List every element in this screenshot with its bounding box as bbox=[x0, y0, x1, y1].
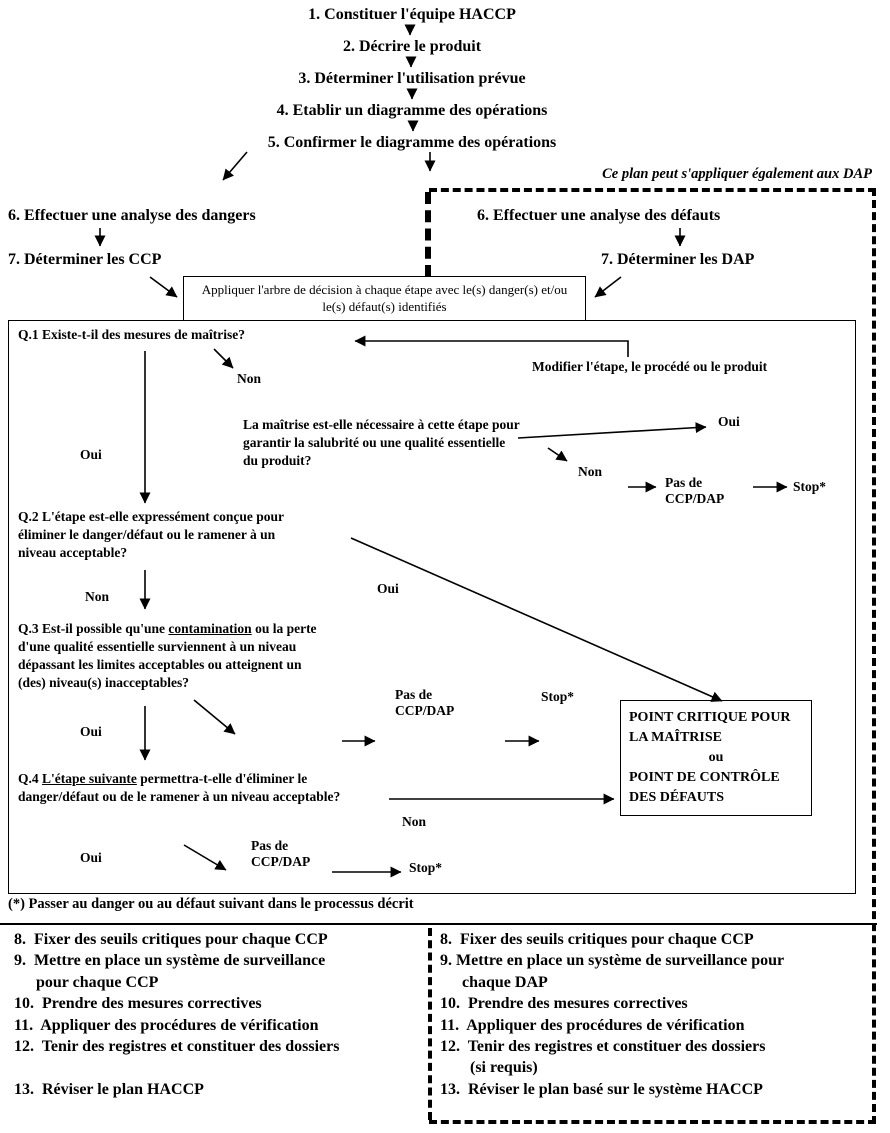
pas-de-text: Pas de bbox=[665, 475, 703, 490]
dap-plan-steps bbox=[440, 929, 872, 1100]
plan-line bbox=[14, 1057, 428, 1078]
decision-tree-intro-box: Appliquer l'arbre de décision à chaque étape avec le(s) danger(s) et/ou le(s) défaut(s) identifiés bbox=[183, 276, 586, 321]
critical-point-line-1: POINT CRITIQUE POUR LA MAÎTRISE bbox=[629, 710, 791, 745]
pas-de-ccp-dap-label-1 bbox=[665, 475, 724, 507]
plan-line: (si requis) bbox=[470, 1059, 538, 1077]
q2-non-label: Non bbox=[85, 589, 110, 604]
modify-step-label: Modifier l'étape, le procédé ou le produit bbox=[532, 359, 768, 374]
stop-label-2: Stop* bbox=[541, 689, 575, 704]
q4-non-label: Non bbox=[402, 814, 427, 829]
plan-line: 13. Réviser le plan HACCP bbox=[14, 1080, 204, 1098]
step-1: 1. Constituer l'équipe HACCP bbox=[308, 6, 516, 23]
q2-oui-label: Oui bbox=[377, 581, 399, 596]
bottom-separator-line bbox=[0, 923, 877, 925]
plan-line: 12. Tenir des registres et constituer des dossiers bbox=[440, 1037, 766, 1055]
pas-de-ccp-dap-label-2 bbox=[395, 687, 454, 719]
necessity-non-label: Non bbox=[578, 464, 603, 479]
q3-underlined: contamination bbox=[168, 621, 252, 636]
q4-oui-label: Oui bbox=[80, 850, 102, 865]
step-5: 5. Confirmer le diagramme des opérations bbox=[267, 134, 557, 151]
step-6-hazards: 6. Effectuer une analyse des dangers bbox=[8, 207, 256, 224]
q4-prefix: Q.4 bbox=[18, 771, 43, 786]
necessity-question: La maîtrise est-elle nécessaire à cette étape pour garantir la salubrité ou une qualité essentielle du produit? bbox=[243, 417, 520, 468]
question-2: Q.2 L'étape est-elle expressément conçue pour éliminer le danger/défaut ou le ramener à un niveau acceptable? bbox=[18, 509, 284, 560]
pas-de-ccp-dap-label-3 bbox=[251, 838, 310, 870]
question-3 bbox=[18, 620, 323, 692]
q1-oui-label: Oui bbox=[80, 447, 102, 462]
question-4 bbox=[18, 770, 353, 806]
necessity-oui-label: Oui bbox=[718, 414, 740, 429]
plan-line: 13. Réviser le plan basé sur le système HACCP bbox=[440, 1080, 763, 1098]
q3-suffix: ou la perte d'une qualité essentielle surviennent à un niveau dépassant les limites acceptables ou atteignent un (des) niveau(s) inacceptables? bbox=[18, 621, 317, 690]
q1-non-label: Non bbox=[237, 371, 262, 386]
q3-oui-label: Oui bbox=[80, 724, 102, 739]
stop-label-3: Stop* bbox=[409, 860, 443, 875]
q4-suffix: permettra-t-elle d'éliminer le danger/défaut ou de le ramener à un niveau acceptable? bbox=[18, 771, 341, 804]
critical-point-ou: ou bbox=[708, 750, 724, 765]
ccp-dap-text: CCP/DAP bbox=[665, 491, 725, 506]
plan-line: chaque DAP bbox=[462, 973, 548, 991]
plan-line: pour chaque CCP bbox=[36, 973, 159, 991]
plan-line: 10. Prendre des mesures correctives bbox=[440, 995, 688, 1013]
plan-line: 9. Mettre en place un système de surveillance bbox=[14, 952, 326, 970]
step-6-defects: 6. Effectuer une analyse des défauts bbox=[477, 207, 721, 224]
step-2: 2. Décrire le produit bbox=[342, 38, 482, 55]
pas-de-text: Pas de bbox=[395, 687, 433, 702]
stop-footnote: (*) Passer au danger ou au défaut suivant dans le processus décrit bbox=[8, 896, 414, 912]
step-7-ccp: 7. Déterminer les CCP bbox=[8, 251, 162, 268]
plan-line: 12. Tenir des registres et constituer des dossiers bbox=[14, 1037, 340, 1055]
plan-line: 11. Appliquer des procédures de vérification bbox=[440, 1016, 745, 1034]
question-1: Q.1 Existe-t-il des mesures de maîtrise? bbox=[18, 327, 245, 342]
step-3: 3. Déterminer l'utilisation prévue bbox=[298, 70, 526, 87]
q3-prefix: Q.3 Est-il possible qu'une bbox=[18, 621, 169, 636]
q4-underlined: L'étape suivante bbox=[42, 771, 137, 786]
plan-line: 8. Fixer des seuils critiques pour chaque CCP bbox=[440, 931, 754, 948]
plan-line: 11. Appliquer des procédures de vérification bbox=[14, 1016, 319, 1034]
ccp-dap-text: CCP/DAP bbox=[251, 854, 311, 869]
step-7-dap: 7. Déterminer les DAP bbox=[601, 251, 755, 268]
pas-de-text: Pas de bbox=[251, 838, 289, 853]
dap-note: Ce plan peut s'appliquer également aux DAP bbox=[602, 166, 872, 182]
plan-line: 8. Fixer des seuils critiques pour chaque CCP bbox=[14, 931, 328, 948]
ccp-dap-text: CCP/DAP bbox=[395, 703, 455, 718]
plan-line: 10. Prendre des mesures correctives bbox=[14, 995, 262, 1013]
haccp-plan-steps bbox=[14, 929, 428, 1100]
critical-point-line-2: POINT DE CONTRÔLE DES DÉFAUTS bbox=[629, 770, 780, 805]
plan-line: 9. Mettre en place un système de surveillance pour bbox=[440, 952, 785, 970]
step-4: 4. Etablir un diagramme des opérations bbox=[276, 102, 548, 119]
stop-label-1: Stop* bbox=[793, 479, 827, 494]
critical-point-box bbox=[620, 700, 812, 816]
